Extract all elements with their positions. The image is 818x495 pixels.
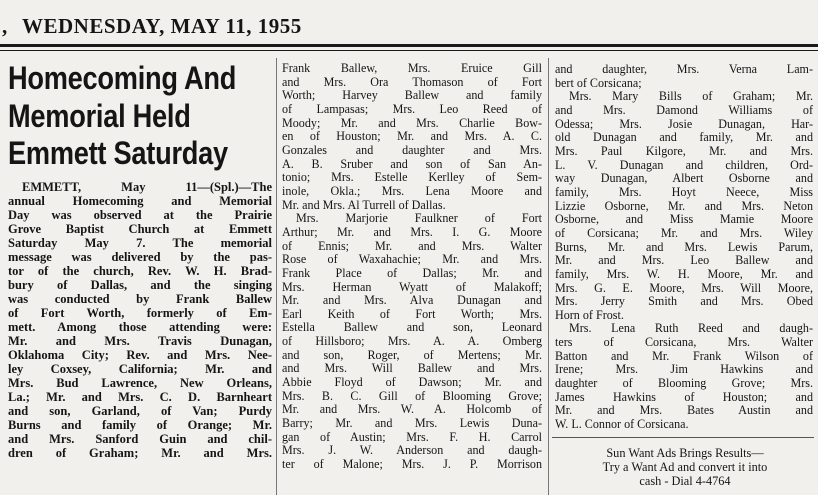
text-line: La.; Mr. and Mrs. C. D. Barnheart <box>8 389 272 404</box>
text-line: old Dunagan and family, Mr. and <box>555 130 813 145</box>
advert-line: Try a Want Ad and convert it into <box>602 460 768 474</box>
text-line: of Ennis; Mr. and Mrs. Walter <box>282 238 542 253</box>
text-line: Arthur; Mr. and Mrs. I. G. Moore <box>282 224 542 239</box>
text-line: Estella Ballew and son, Leonard <box>282 320 542 335</box>
text-line: Mr. and Mrs. Bates Austin and <box>555 403 813 418</box>
headline-line: Emmett Saturday <box>8 135 228 171</box>
text-line: daughter of Blooming Grove; Mrs. <box>555 376 813 391</box>
text-line: dren of Graham; Mr. and Mrs. <box>8 445 272 460</box>
text-line: Mr. and Mrs. W. A. Holcomb of <box>282 402 542 417</box>
text-line: Burns and family of Orange; Mr. <box>8 417 272 432</box>
text-line: Abbie Floyd of Dawson; Mr. and <box>282 375 542 390</box>
text-line: Irene; Mrs. Jim Hawkins and <box>555 362 813 377</box>
text-line: Barry; Mr. and Mrs. Lewis Duna- <box>282 416 542 431</box>
text-line: Horn of Frost. <box>555 307 624 322</box>
advert-line: cash - Dial 4-4764 <box>639 474 731 488</box>
masthead-date: WEDNESDAY, MAY 11, 1955 <box>22 14 302 38</box>
headline <box>8 60 237 173</box>
text-line: gan of Austin; Mrs. F. H. Carrol <box>282 429 542 444</box>
text-line: Mrs. Herman Wyatt of Malakoff; <box>282 279 542 294</box>
text-line: annual Homecoming and Memorial <box>8 193 272 208</box>
advert-line: Sun Want Ads Brings Results— <box>606 446 764 460</box>
masthead-rule-heavy <box>0 44 818 47</box>
text-line: Frank Ballew, Mrs. Eruice Gill <box>282 61 542 75</box>
text-line: of Lampasas; Mrs. Leo Reed of <box>282 101 542 116</box>
text-line: Mrs. J. W. Anderson and daugh- <box>282 443 542 458</box>
masthead-mark: , <box>2 14 8 38</box>
text-line: Earl Keith of Fort Worth; Mrs. <box>282 306 542 321</box>
text-line: Burns, Mr. and Mrs. Lewis Parum, <box>555 239 813 254</box>
article-column-3 <box>555 63 813 432</box>
text-line: Mr. and Mrs. Al Turrell of Dallas. <box>282 197 446 212</box>
text-line: and Mrs. Ora Thomason of Fort <box>282 74 542 89</box>
text-line: bury of Dallas, and the singing <box>8 277 272 292</box>
text-line: Lizzie Osborne, Mr. and Mrs. Neton <box>555 198 813 213</box>
text-line: EMMETT, May 11—(Spl.)—The <box>22 179 272 194</box>
text-line: Day was observed at the Prairie <box>8 207 272 222</box>
text-line: and son, Roger, of Mertens; Mr. <box>282 347 542 362</box>
text-line: Frank Place of Dallas; Mr. and <box>282 265 542 280</box>
text-line: tor of the church, Rev. W. H. Brad- <box>8 263 272 278</box>
article-column-1 <box>8 58 272 460</box>
text-line: Gonzales and daughter and Mrs. <box>282 142 542 157</box>
want-ad-notice <box>560 446 810 488</box>
article-column-2 <box>282 62 542 472</box>
text-line: of Hillsboro; Mrs. A. A. Omberg <box>282 334 542 349</box>
text-line: and Mrs. Sanford Guin and chil- <box>8 431 272 446</box>
text-line: of Fort Worth, formerly of Em- <box>8 305 272 320</box>
text-line: Grove Baptist Church at Emmett <box>8 221 272 236</box>
text-line: Mrs. B. C. Gill of Blooming Grove; <box>282 388 542 403</box>
text-line: bert of Corsicana; <box>555 75 642 90</box>
headline-line: Memorial Held <box>8 97 191 134</box>
text-line: Mrs. Paul Kilgore, Mr. and Mrs. <box>555 143 813 158</box>
text-line: Osborne, and Miss Mamie Moore <box>555 212 813 227</box>
column-divider-1 <box>276 58 277 495</box>
text-line: Rose of Waxahachie; Mr. and Mrs. <box>282 252 542 267</box>
text-line: Odessa; Mrs. Josie Dunagan, Har- <box>555 116 813 131</box>
text-line: tonio; Mrs. Estelle Kerlley of Sem- <box>282 170 542 185</box>
column-divider-2 <box>548 58 549 495</box>
text-line: ter of Malone; Mrs. J. P. Morrison <box>282 457 542 472</box>
text-line: and son, Garland, of Van; Purdy <box>8 403 272 418</box>
text-line: Mrs. Mary Bills of Graham; Mr. <box>569 89 813 104</box>
text-line: was conducted by Frank Ballew <box>8 291 272 306</box>
text-line: Mrs. Marjorie Faulkner of Fort <box>296 211 542 226</box>
text-line: en of Houston; Mr. and Mrs. A. C. <box>282 129 542 144</box>
text-line: of Corsicana; Mr. and Mrs. Wiley <box>555 225 813 240</box>
text-line: Moody; Mr. and Mrs. Charlie Bow- <box>282 115 542 130</box>
text-line: Mrs. Lena Ruth Reed and daugh- <box>569 321 813 336</box>
text-line: Mr. and Mrs. Leo Ballew and <box>555 253 813 268</box>
text-line: family, Mrs. Hoyt Neece, Miss <box>555 184 813 199</box>
text-line: Mrs. G. E. Moore, Mrs. Will Moore, <box>555 280 813 295</box>
text-line: Mr. and Mrs. Travis Dunagan, <box>8 333 272 348</box>
text-line: message was delivered by the pas- <box>8 249 272 264</box>
text-line: and Mrs. Will Ballew and Mrs. <box>282 361 542 376</box>
text-line: Mrs. Bud Lawrence, New Orleans, <box>8 375 272 390</box>
text-line: and Mrs. Damond Williams of <box>555 102 813 117</box>
text-line: ters of Corsicana, Mrs. Walter <box>555 335 813 350</box>
text-line: Oklahoma City; Rev. and Mrs. Nee- <box>8 347 272 362</box>
text-line: Mrs. Jerry Smith and Mrs. Obed <box>555 294 813 309</box>
text-line: W. L. Connor of Corsicana. <box>555 417 689 432</box>
text-line: inole, Okla.; Mrs. Lena Moore and <box>282 183 542 198</box>
masthead <box>0 0 818 40</box>
text-line: A. B. Sruber and son of San An- <box>282 156 542 171</box>
text-line: Worth; Harvey Ballew and family <box>282 88 542 103</box>
text-line: Batton and Mr. Frank Wilson of <box>555 348 813 363</box>
headline-line: Homecoming And <box>8 60 237 96</box>
text-line: way Dunagan, Albert Osborne and <box>555 171 813 186</box>
text-line: ley Coxsey, California; Mr. and <box>8 361 272 376</box>
advert-divider <box>552 437 814 438</box>
text-line: mett. Among those attending were: <box>8 319 272 334</box>
text-line: Mr. and Mrs. Alva Dunagan and <box>282 293 542 308</box>
text-line: and daughter, Mrs. Verna Lam- <box>555 62 813 76</box>
text-line: Saturday May 7. The memorial <box>8 235 272 250</box>
text-line: James Hawkins of Houston; and <box>555 389 813 404</box>
masthead-rule-thin <box>0 50 818 51</box>
text-line: L. V. Dunagan and children, Ord- <box>555 157 813 172</box>
text-line: family, Mrs. W. H. Moore, Mr. and <box>555 266 813 281</box>
